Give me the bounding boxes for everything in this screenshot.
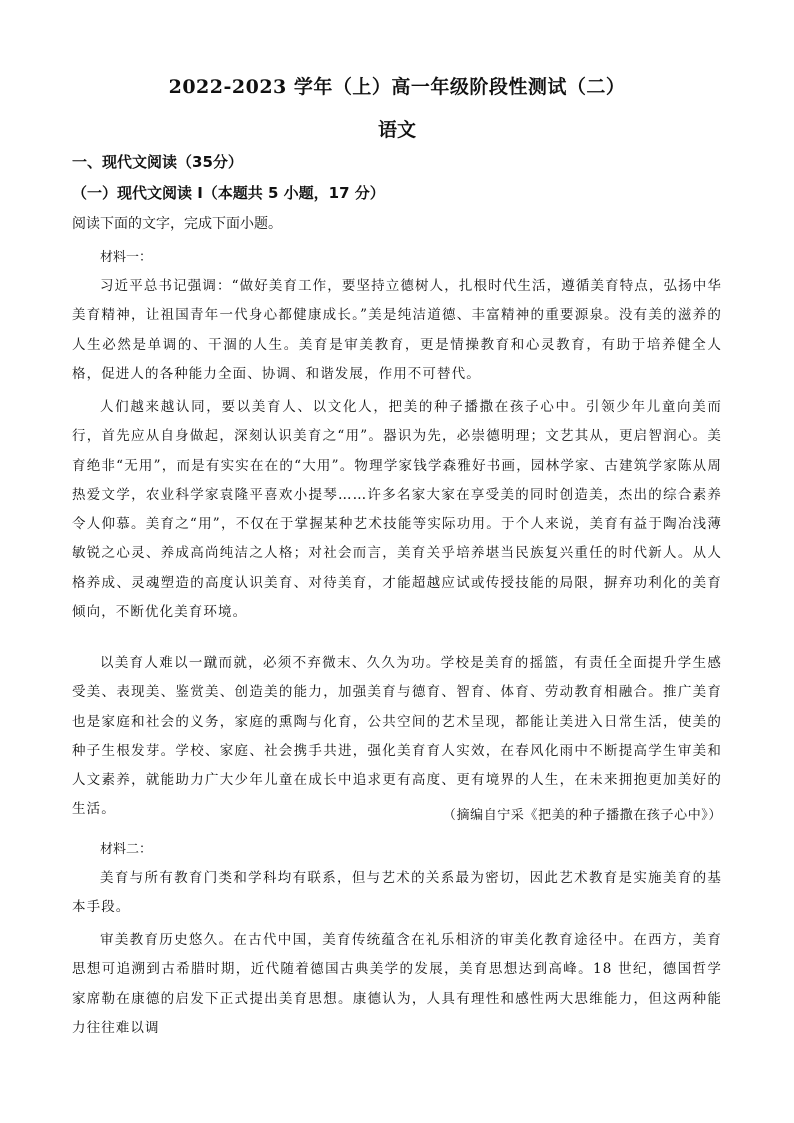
section-heading: 一、现代文阅读（35分） <box>72 153 243 171</box>
material-one-label: 材料一： <box>100 250 153 265</box>
reading-instruction: 阅读下面的文字，完成下面小题。 <box>72 216 282 232</box>
material-one-paragraph: 人们越来越认同，要以美育人、以文化人，把美的种子播撒在孩子心中。引领少年儿童向美而行，首先应从自身做起，深刻认识美育之“用”。器识为先，必崇德明理；文艺其从，更启智润心。美育绝非“无用”，而是有实实在在的“大用”。物理学家钱学森雅好书画，园林学家、古建筑学家陈从周热爱文学，农业科学家袁隆平喜欢小提琴……许多名家大家在享受美的同时创造美，杰出的综合素养令人仰慕。美育之“用”，不仅在于掌握某种艺术技能等实际功用。于个人来说，美育有益于陶冶浅薄敏锐之心灵、养成高尚纯洁之人格；对社会而言，美育关乎培养堪当民族复兴重任的时代新人。从人格养成、灵魂塑造的高度认识美育、对待美育，才能超越应试或传授技能的局限，摒弃功利化的美育倾向，不断优化美育环境。 <box>72 399 722 621</box>
material-two-paragraph: 美育与所有教育门类和学科均有联系，但与艺术的关系最为密切，因此艺术教育是实施美育的基本手段。 <box>72 870 722 916</box>
exam-title: 2022-2023 学年（上）高一年级阶段性测试（二） <box>168 76 626 98</box>
subsection-heading: （一）现代文阅读 I（本题共 5 小题，17 分） <box>72 184 385 202</box>
material-one-paragraph: 习近平总书记强调：“做好美育工作，要坚持立德树人，扎根时代生活，遵循美育特点，弘扬中华美育精神，让祖国青年一代身心都健康成长。”美是纯洁道德、丰富精神的重要源泉。没有美的滋养的人生必然是单调的、干涸的人生。美育是审美教育，更是情操教育和心灵教育，有助于培养健全人格，促进人的各种能力全面、协调、和谐发展，作用不可替代。 <box>72 278 722 382</box>
material-one-paragraph: 以美育人难以一蹴而就，必须不弃微末、久久为功。学校是美育的摇篮，有责任全面提升学生感受美、表现美、鉴赏美、创造美的能力，加强美育与德育、智育、体育、劳动教育相融合。推广美育也是家庭和社会的义务，家庭的熏陶与化育，公共空间的艺术呈现，都能让美进入日常生活，使美的种子生根发芽。学校、家庭、社会携手共进，强化美育育人实效，在春风化雨中不断提高学生审美和人文素养，就能助力广大少年儿童在成长中追求更有高度、更有境界的人生，在未来拥抱更加美好的生活。 <box>72 655 722 818</box>
material-two-label: 材料二： <box>100 842 153 857</box>
material-two-paragraph: 审美教育历史悠久。在古代中国，美育传统蕴含在礼乐相济的审美化教育途径中。在西方，美育思想可追溯到古希腊时期，近代随着德国古典美学的发展，美育思想达到高峰。18 世纪，德国哲学家席勒在康德的启发下正式提出美育思想。康德认为，人具有理性和感性两大思维能力，但这两种能力往往难以调 <box>72 932 722 1036</box>
material-one-source: （摘编自宁采《把美的种子播撒在孩子心中》） <box>442 808 722 823</box>
subject-title: 语文 <box>377 119 416 141</box>
